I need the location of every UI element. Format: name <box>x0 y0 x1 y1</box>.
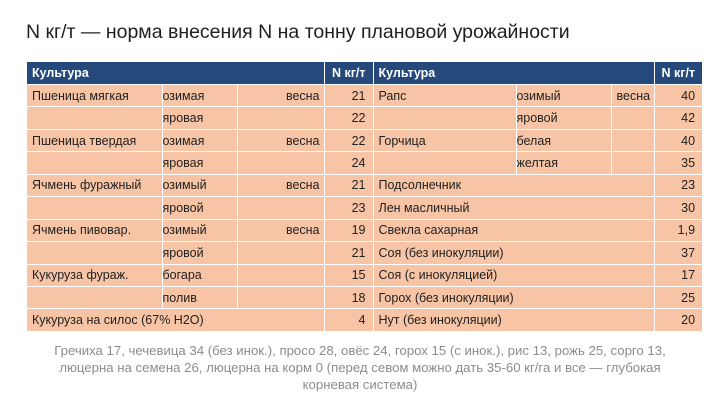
type-cell: богара <box>162 264 237 286</box>
n-rate-cell-right: 42 <box>655 107 703 129</box>
table-row <box>27 286 703 308</box>
n-rate-cell: 21 <box>324 85 373 107</box>
n-rate-cell-right: 25 <box>655 286 703 308</box>
crop-cell-right: Соя (без инокуляции) <box>373 242 655 264</box>
type-cell: озимая <box>162 85 237 107</box>
period-cell <box>237 242 324 264</box>
n-rate-cell: 24 <box>324 152 373 174</box>
type-cell-right: яровой <box>516 107 611 129</box>
table-body <box>27 85 703 332</box>
crop-cell-right <box>373 152 516 174</box>
crop-cell <box>27 197 162 219</box>
table-row <box>27 242 703 264</box>
crop-cell-right: Соя (с инокуляцией) <box>373 264 655 286</box>
period-cell <box>237 286 324 308</box>
crop-cell: Кукуруза на силос (67% H2O) <box>27 309 324 331</box>
n-rate-cell-right: 17 <box>655 264 703 286</box>
n-rate-cell-right: 30 <box>655 197 703 219</box>
period-cell <box>237 197 324 219</box>
crop-cell: Пшеница мягкая <box>27 85 162 107</box>
crop-cell-right: Свекла сахарная <box>373 219 655 241</box>
n-rate-cell: 22 <box>324 129 373 151</box>
n-rate-cell: 23 <box>324 197 373 219</box>
type-cell-right: белая <box>516 129 611 151</box>
type-cell-right: озимый <box>516 85 611 107</box>
n-rate-cell: 15 <box>324 264 373 286</box>
table-header-row <box>27 62 703 85</box>
n-rate-cell-right: 35 <box>655 152 703 174</box>
table-row <box>27 107 703 129</box>
period-cell: весна <box>237 129 324 151</box>
n-rate-cell: 22 <box>324 107 373 129</box>
header-n-rate-right: N кг/т <box>655 62 703 85</box>
crop-cell-right: Рапс <box>373 85 516 107</box>
table-row <box>27 85 703 107</box>
type-cell: озимая <box>162 129 237 151</box>
type-cell: полив <box>162 286 237 308</box>
type-cell: яровая <box>162 152 237 174</box>
table-row <box>27 152 703 174</box>
table-row <box>27 309 703 331</box>
period-cell: весна <box>237 219 324 241</box>
n-rate-cell-right: 40 <box>655 85 703 107</box>
n-rate-cell-right: 1,9 <box>655 219 703 241</box>
table-row <box>27 219 703 241</box>
type-cell: яровой <box>162 242 237 264</box>
crop-cell <box>27 107 162 129</box>
header-culture-right: Культура <box>373 62 655 85</box>
period-cell: весна <box>237 174 324 196</box>
crop-cell: Пшеница твердая <box>27 129 162 151</box>
n-rate-cell: 19 <box>324 219 373 241</box>
n-rate-cell: 21 <box>324 174 373 196</box>
period-cell: весна <box>237 85 324 107</box>
footnote: Гречиха 17, чечевица 34 (без инок.), просо 28, овёс 24, горох 15 (с инок.), рис 13, рожь 25, сорго 13, люцерна на семена 26, люцерна на корм 0 (перед севом можно дать 35-60 кг/га и все — глубокая корневая система) <box>54 343 666 392</box>
crop-cell <box>27 286 162 308</box>
period-cell <box>237 264 324 286</box>
n-rate-cell-right: 40 <box>655 129 703 151</box>
period-cell <box>237 152 324 174</box>
page-title: N кг/т — норма внесения N на тонну плановой урожайности <box>26 21 570 43</box>
type-cell: яровой <box>162 197 237 219</box>
nitrogen-rates-table <box>27 62 703 332</box>
type-cell: озимый <box>162 174 237 196</box>
n-rate-cell: 21 <box>324 242 373 264</box>
period-cell-right <box>611 129 655 151</box>
period-cell-right <box>611 107 655 129</box>
n-rate-cell-right: 37 <box>655 242 703 264</box>
header-culture: Культура <box>27 62 324 85</box>
table-row <box>27 264 703 286</box>
crop-cell <box>27 152 162 174</box>
crop-cell-right: Подсолнечник <box>373 174 655 196</box>
type-cell-right: желтая <box>516 152 611 174</box>
n-rate-cell-right: 23 <box>655 174 703 196</box>
crop-cell: Ячмень фуражный <box>27 174 162 196</box>
crop-cell-right: Нут (без инокуляции) <box>373 309 655 331</box>
type-cell: озимый <box>162 219 237 241</box>
table-row <box>27 197 703 219</box>
n-rate-cell: 18 <box>324 286 373 308</box>
crop-cell: Кукуруза фураж. <box>27 264 162 286</box>
crop-cell-right: Лен масличный <box>373 197 655 219</box>
n-rate-cell-right: 20 <box>655 309 703 331</box>
n-rate-cell: 4 <box>324 309 373 331</box>
period-cell <box>237 107 324 129</box>
period-cell-right: весна <box>611 85 655 107</box>
crop-cell-right: Горох (без инокуляции) <box>373 286 655 308</box>
period-cell-right <box>611 152 655 174</box>
table-row <box>27 129 703 151</box>
table-row <box>27 174 703 196</box>
crop-cell: Ячмень пивовар. <box>27 219 162 241</box>
crop-cell <box>27 242 162 264</box>
crop-cell-right: Горчица <box>373 129 516 151</box>
header-n-rate: N кг/т <box>324 62 373 85</box>
type-cell: яровая <box>162 107 237 129</box>
crop-cell-right <box>373 107 516 129</box>
